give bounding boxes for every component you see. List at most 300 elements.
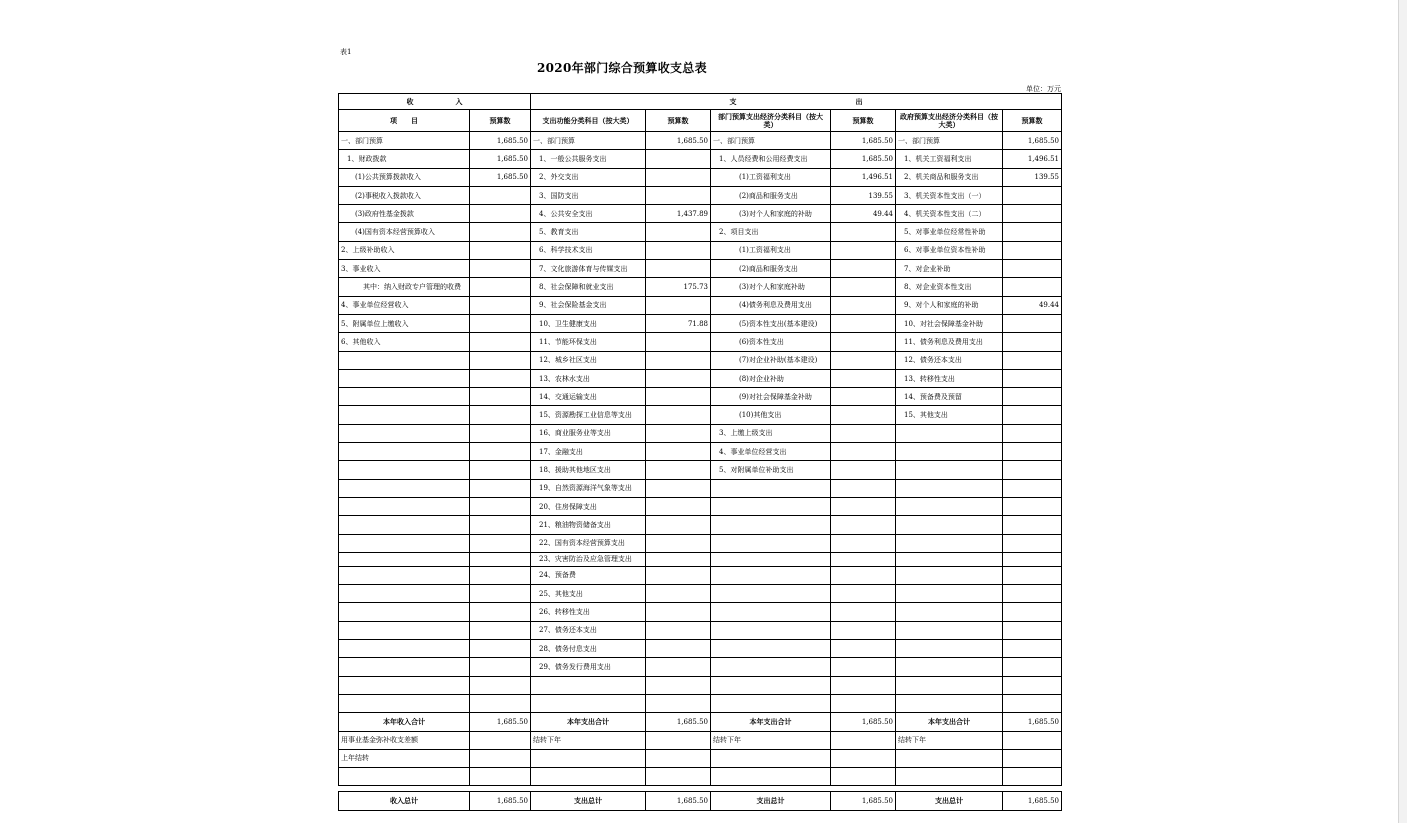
function-item-cell: 2、外交支出 <box>531 168 646 186</box>
gov-econ-budget-cell: 139.55 <box>1003 168 1062 186</box>
income-budget-cell <box>470 534 531 552</box>
grand-total-row <box>339 792 1062 810</box>
dept-econ-budget-cell: 1,685.50 <box>831 132 896 150</box>
function-budget-cell <box>646 768 711 786</box>
dept-econ-item-cell <box>711 640 831 658</box>
table-row <box>339 168 1062 186</box>
function-item-cell: 29、债务发行费用支出 <box>531 658 646 676</box>
function-item-cell: 18、援助其他地区支出 <box>531 461 646 479</box>
table-row <box>339 768 1062 786</box>
gov-econ-item-cell <box>896 621 1003 639</box>
income-budget-cell <box>470 676 531 694</box>
gov-econ-budget-cell <box>1003 205 1062 223</box>
function-item-cell: 5、教育支出 <box>531 223 646 241</box>
income-item-cell: 收入总计 <box>339 792 470 810</box>
dept-econ-budget-cell <box>831 640 896 658</box>
gov-econ-budget-cell <box>1003 461 1062 479</box>
function-item-cell: 19、自然资源海洋气象等支出 <box>531 479 646 497</box>
table-row <box>339 333 1062 351</box>
dept-econ-budget-cell <box>831 658 896 676</box>
income-item-cell: 2、上级补助收入 <box>339 241 470 259</box>
income-budget-cell <box>470 552 531 566</box>
gov-econ-item-cell <box>896 676 1003 694</box>
dept-econ-budget-cell <box>831 278 896 296</box>
col-header-dept-economic: 部门预算支出经济分类科目（按大类） <box>711 110 831 132</box>
income-item-cell <box>339 351 470 369</box>
function-budget-cell: 1,685.50 <box>646 713 711 731</box>
function-item-cell: 7、文化旅游体育与传媒支出 <box>531 260 646 278</box>
gov-econ-item-cell: 本年支出合计 <box>896 713 1003 731</box>
function-budget-cell <box>646 296 711 314</box>
gov-econ-budget-cell <box>1003 552 1062 566</box>
income-item-cell <box>339 443 470 461</box>
gov-econ-item-cell <box>896 461 1003 479</box>
function-budget-cell <box>646 369 711 387</box>
dept-econ-budget-cell <box>831 424 896 442</box>
gov-econ-budget-cell <box>1003 603 1062 621</box>
function-budget-cell <box>646 443 711 461</box>
income-item-cell <box>339 603 470 621</box>
income-budget-cell <box>470 333 531 351</box>
table-row <box>339 603 1062 621</box>
income-budget-cell <box>470 443 531 461</box>
table-row <box>339 585 1062 603</box>
gov-econ-budget-cell <box>1003 388 1062 406</box>
dept-econ-item-cell <box>711 497 831 515</box>
function-budget-cell <box>646 676 711 694</box>
income-budget-cell <box>470 314 531 332</box>
dept-econ-item-cell <box>711 552 831 566</box>
function-item-cell: 10、卫生健康支出 <box>531 314 646 332</box>
gov-econ-budget-cell <box>1003 314 1062 332</box>
gov-econ-item-cell: 5、对事业单位经常性补助 <box>896 223 1003 241</box>
gov-econ-item-cell: 2、机关商品和服务支出 <box>896 168 1003 186</box>
income-budget-cell <box>470 731 531 749</box>
income-budget-cell <box>470 406 531 424</box>
income-item-cell: 上年结转 <box>339 749 470 767</box>
gov-econ-budget-cell <box>1003 621 1062 639</box>
table-row <box>339 406 1062 424</box>
gov-econ-budget-cell <box>1003 241 1062 259</box>
function-item-cell: 结转下年 <box>531 731 646 749</box>
function-item-cell: 16、商业服务业等支出 <box>531 424 646 442</box>
dept-econ-item-cell: (3)对个人和家庭的补助 <box>711 205 831 223</box>
function-item-cell <box>531 694 646 712</box>
table-row <box>339 566 1062 584</box>
income-budget-cell <box>470 223 531 241</box>
income-budget-cell <box>470 424 531 442</box>
dept-econ-budget-cell <box>831 731 896 749</box>
function-item-cell: 14、交通运输支出 <box>531 388 646 406</box>
gov-econ-item-cell <box>896 749 1003 767</box>
gov-econ-item-cell <box>896 516 1003 534</box>
col-header-budget: 预算数 <box>646 110 711 132</box>
gov-econ-item-cell <box>896 552 1003 566</box>
table-row <box>339 443 1062 461</box>
income-item-cell: (1)公共预算拨款收入 <box>339 168 470 186</box>
gov-econ-budget-cell <box>1003 585 1062 603</box>
income-item-cell: (3)政府性基金拨款 <box>339 205 470 223</box>
function-budget-cell <box>646 223 711 241</box>
income-budget-cell <box>470 749 531 767</box>
dept-econ-budget-cell <box>831 479 896 497</box>
function-budget-cell <box>646 388 711 406</box>
col-header-item: 项 目 <box>339 110 470 132</box>
function-item-cell <box>531 768 646 786</box>
dept-econ-budget-cell <box>831 516 896 534</box>
dept-econ-item-cell: 一、部门预算 <box>711 132 831 150</box>
function-budget-cell <box>646 479 711 497</box>
income-budget-cell <box>470 516 531 534</box>
table-row <box>339 132 1062 150</box>
table-row <box>339 676 1062 694</box>
income-item-cell: 3、事业收入 <box>339 260 470 278</box>
year-total-row <box>339 713 1062 731</box>
dept-econ-budget-cell <box>831 749 896 767</box>
dept-econ-budget-cell <box>831 406 896 424</box>
dept-econ-budget-cell <box>831 461 896 479</box>
function-budget-cell <box>646 534 711 552</box>
gov-econ-budget-cell <box>1003 351 1062 369</box>
function-budget-cell <box>646 621 711 639</box>
unit-label: 单位：万元 <box>1026 85 1061 93</box>
function-item-cell: 4、公共安全支出 <box>531 205 646 223</box>
income-item-cell <box>339 369 470 387</box>
income-item-cell: (2)事税收入拨款收入 <box>339 186 470 204</box>
function-budget-cell <box>646 552 711 566</box>
income-budget-cell <box>470 260 531 278</box>
income-item-cell <box>339 566 470 584</box>
table-row <box>339 694 1062 712</box>
table-row <box>339 223 1062 241</box>
gov-econ-item-cell <box>896 497 1003 515</box>
income-item-cell: 4、事业单位经营收入 <box>339 296 470 314</box>
gov-econ-item-cell <box>896 443 1003 461</box>
income-item-cell <box>339 658 470 676</box>
dept-econ-item-cell <box>711 676 831 694</box>
table-row <box>339 534 1062 552</box>
function-item-cell: 11、节能环保支出 <box>531 333 646 351</box>
function-budget-cell <box>646 516 711 534</box>
table-row <box>339 497 1062 515</box>
income-item-cell: 本年收入合计 <box>339 713 470 731</box>
income-budget-cell <box>470 296 531 314</box>
gov-econ-item-cell <box>896 658 1003 676</box>
income-item-cell <box>339 621 470 639</box>
gov-econ-item-cell: 9、对个人和家庭的补助 <box>896 296 1003 314</box>
function-budget-cell <box>646 585 711 603</box>
dept-econ-budget-cell <box>831 443 896 461</box>
function-item-cell: 9、社会保险基金支出 <box>531 296 646 314</box>
function-item-cell: 27、债务还本支出 <box>531 621 646 639</box>
function-item-cell: 一、部门预算 <box>531 132 646 150</box>
function-item-cell: 26、转移性支出 <box>531 603 646 621</box>
gov-econ-budget-cell <box>1003 186 1062 204</box>
gov-econ-budget-cell <box>1003 694 1062 712</box>
gov-econ-item-cell <box>896 640 1003 658</box>
dept-econ-item-cell: (10)其他支出 <box>711 406 831 424</box>
dept-econ-budget-cell <box>831 603 896 621</box>
dept-econ-item-cell: 4、事业单位经营支出 <box>711 443 831 461</box>
table-row <box>339 278 1062 296</box>
function-item-cell: 22、国有资本经营预算支出 <box>531 534 646 552</box>
income-item-cell: 用事业基金弥补收支差额 <box>339 731 470 749</box>
table-row <box>339 314 1062 332</box>
function-budget-cell <box>646 260 711 278</box>
gov-econ-item-cell: 14、预备费及预留 <box>896 388 1003 406</box>
dept-econ-item-cell: (8)对企业补助 <box>711 369 831 387</box>
dept-econ-item-cell <box>711 694 831 712</box>
dept-econ-budget-cell <box>831 223 896 241</box>
dept-econ-budget-cell <box>831 314 896 332</box>
function-budget-cell <box>646 333 711 351</box>
function-budget-cell <box>646 150 711 168</box>
income-budget-cell <box>470 497 531 515</box>
dept-econ-item-cell: (7)对企业补助(基本建设) <box>711 351 831 369</box>
dept-econ-item-cell <box>711 534 831 552</box>
gov-econ-budget-cell <box>1003 260 1062 278</box>
gov-econ-item-cell: 11、债务利息及费用支出 <box>896 333 1003 351</box>
dept-econ-budget-cell <box>831 296 896 314</box>
function-budget-cell: 1,685.50 <box>646 792 711 810</box>
budget-table <box>338 93 1062 811</box>
table-row <box>339 296 1062 314</box>
expense-header: 支 出 <box>531 94 1062 110</box>
function-item-cell: 6、科学技术支出 <box>531 241 646 259</box>
function-budget-cell <box>646 694 711 712</box>
income-budget-cell <box>470 351 531 369</box>
function-item-cell: 20、住房保障支出 <box>531 497 646 515</box>
gov-econ-item-cell: 7、对企业补助 <box>896 260 1003 278</box>
income-budget-cell <box>470 658 531 676</box>
dept-econ-item-cell: (9)对社会保障基金补助 <box>711 388 831 406</box>
income-item-cell: (4)国有资本经营预算收入 <box>339 223 470 241</box>
table-row <box>339 479 1062 497</box>
dept-econ-item-cell: (2)商品和服务支出 <box>711 260 831 278</box>
function-budget-cell: 1,437.89 <box>646 205 711 223</box>
gov-econ-budget-cell <box>1003 658 1062 676</box>
dept-econ-item-cell: (4)债务利息及费用支出 <box>711 296 831 314</box>
page-title: 2020年部门综合预算收支总表 <box>537 61 707 75</box>
income-budget-cell: 1,685.50 <box>470 713 531 731</box>
gov-econ-budget-cell <box>1003 424 1062 442</box>
function-item-cell: 21、粮油物资储备支出 <box>531 516 646 534</box>
dept-econ-item-cell: (1)工资福利支出 <box>711 168 831 186</box>
income-budget-cell: 1,685.50 <box>470 150 531 168</box>
income-item-cell: 6、其他收入 <box>339 333 470 351</box>
function-item-cell: 本年支出合计 <box>531 713 646 731</box>
income-item-cell: 其中：纳入财政专户管理的收费 <box>339 278 470 296</box>
income-budget-cell <box>470 278 531 296</box>
dept-econ-item-cell: 本年支出合计 <box>711 713 831 731</box>
dept-econ-item-cell: (1)工资福利支出 <box>711 241 831 259</box>
dept-econ-item-cell <box>711 621 831 639</box>
income-budget-cell <box>470 585 531 603</box>
table-row <box>339 552 1062 566</box>
gov-econ-budget-cell <box>1003 566 1062 584</box>
function-budget-cell <box>646 749 711 767</box>
gov-econ-item-cell <box>896 566 1003 584</box>
dept-econ-budget-cell <box>831 676 896 694</box>
dept-econ-item-cell: 结转下年 <box>711 731 831 749</box>
gov-econ-budget-cell <box>1003 479 1062 497</box>
dept-econ-budget-cell: 49.44 <box>831 205 896 223</box>
function-item-cell: 12、城乡社区支出 <box>531 351 646 369</box>
gov-econ-item-cell: 15、其他支出 <box>896 406 1003 424</box>
table-row <box>339 205 1062 223</box>
function-item-cell: 13、农林水支出 <box>531 369 646 387</box>
dept-econ-budget-cell <box>831 388 896 406</box>
dept-econ-item-cell: 1、人员经费和公用经费支出 <box>711 150 831 168</box>
income-item-cell: 一、部门预算 <box>339 132 470 150</box>
dept-econ-item-cell <box>711 479 831 497</box>
income-item-cell <box>339 640 470 658</box>
income-budget-cell <box>470 205 531 223</box>
table-row <box>339 461 1062 479</box>
table-row <box>339 369 1062 387</box>
gov-econ-budget-cell <box>1003 223 1062 241</box>
gov-econ-budget-cell <box>1003 731 1062 749</box>
gov-econ-item-cell <box>896 603 1003 621</box>
top-header-row <box>339 94 1062 110</box>
income-item-cell <box>339 406 470 424</box>
income-item-cell <box>339 424 470 442</box>
gov-econ-item-cell: 3、机关资本性支出（一） <box>896 186 1003 204</box>
gov-econ-budget-cell: 1,685.50 <box>1003 792 1062 810</box>
table-row <box>339 658 1062 676</box>
function-budget-cell <box>646 640 711 658</box>
dept-econ-item-cell: (3)对个人和家庭补助 <box>711 278 831 296</box>
dept-econ-budget-cell <box>831 566 896 584</box>
scrollbar-track[interactable] <box>1398 0 1407 823</box>
col-header-budget: 预算数 <box>831 110 896 132</box>
income-header: 收 入 <box>339 94 531 110</box>
gov-econ-item-cell <box>896 585 1003 603</box>
dept-econ-item-cell <box>711 749 831 767</box>
income-budget-cell: 1,685.50 <box>470 168 531 186</box>
income-item-cell <box>339 461 470 479</box>
gov-econ-item-cell: 结转下年 <box>896 731 1003 749</box>
dept-econ-budget-cell <box>831 552 896 566</box>
function-budget-cell <box>646 351 711 369</box>
function-item-cell: 28、债务付息支出 <box>531 640 646 658</box>
table-row <box>339 516 1062 534</box>
gov-econ-budget-cell <box>1003 640 1062 658</box>
gov-econ-item-cell <box>896 534 1003 552</box>
income-budget-cell <box>470 640 531 658</box>
dept-econ-budget-cell <box>831 694 896 712</box>
function-budget-cell: 1,685.50 <box>646 132 711 150</box>
gov-econ-item-cell <box>896 479 1003 497</box>
function-item-cell: 支出总计 <box>531 792 646 810</box>
function-item-cell: 24、预备费 <box>531 566 646 584</box>
gov-econ-item-cell: 4、机关资本性支出（二） <box>896 205 1003 223</box>
dept-econ-item-cell: 支出总计 <box>711 792 831 810</box>
gov-econ-item-cell: 13、转移性支出 <box>896 369 1003 387</box>
gov-econ-item-cell: 一、部门预算 <box>896 132 1003 150</box>
gov-econ-budget-cell <box>1003 406 1062 424</box>
income-item-cell <box>339 388 470 406</box>
dept-econ-item-cell: (2)商品和服务支出 <box>711 186 831 204</box>
dept-econ-budget-cell: 1,685.50 <box>831 150 896 168</box>
income-budget-cell <box>470 479 531 497</box>
dept-econ-item-cell: 2、项目支出 <box>711 223 831 241</box>
dept-econ-budget-cell <box>831 351 896 369</box>
dept-econ-budget-cell <box>831 534 896 552</box>
gov-econ-item-cell: 10、对社会保障基金补助 <box>896 314 1003 332</box>
gov-econ-budget-cell <box>1003 768 1062 786</box>
function-item-cell: 15、资源勘探工业信息等支出 <box>531 406 646 424</box>
dept-econ-item-cell <box>711 585 831 603</box>
table-row <box>339 241 1062 259</box>
table-row <box>339 260 1062 278</box>
function-item-cell: 8、社会保障和就业支出 <box>531 278 646 296</box>
table-row <box>339 150 1062 168</box>
sheet-id: 表1 <box>340 48 352 56</box>
dept-econ-item-cell <box>711 516 831 534</box>
function-budget-cell <box>646 603 711 621</box>
gov-econ-budget-cell: 49.44 <box>1003 296 1062 314</box>
dept-econ-item-cell: 3、上缴上级支出 <box>711 424 831 442</box>
gov-econ-budget-cell <box>1003 443 1062 461</box>
dept-econ-budget-cell: 1,496.51 <box>831 168 896 186</box>
income-item-cell <box>339 694 470 712</box>
function-item-cell <box>531 676 646 694</box>
dept-econ-budget-cell <box>831 333 896 351</box>
income-budget-cell <box>470 241 531 259</box>
dept-econ-item-cell: (5)资本性支出(基本建设) <box>711 314 831 332</box>
income-item-cell <box>339 516 470 534</box>
function-item-cell <box>531 749 646 767</box>
function-budget-cell: 175.73 <box>646 278 711 296</box>
income-budget-cell <box>470 186 531 204</box>
table-row <box>339 621 1062 639</box>
income-budget-cell: 1,685.50 <box>470 792 531 810</box>
dept-econ-item-cell <box>711 603 831 621</box>
table-row <box>339 351 1062 369</box>
function-budget-cell <box>646 461 711 479</box>
gov-econ-item-cell: 1、机关工资福利支出 <box>896 150 1003 168</box>
table-row <box>339 388 1062 406</box>
dept-econ-item-cell: 5、对附属单位补助支出 <box>711 461 831 479</box>
income-budget-cell <box>470 566 531 584</box>
income-budget-cell: 1,685.50 <box>470 132 531 150</box>
dept-econ-budget-cell: 1,685.50 <box>831 713 896 731</box>
gov-econ-budget-cell <box>1003 749 1062 767</box>
dept-econ-item-cell: (6)资本性支出 <box>711 333 831 351</box>
function-budget-cell <box>646 406 711 424</box>
column-header-row <box>339 110 1062 132</box>
income-item-cell <box>339 534 470 552</box>
income-budget-cell <box>470 461 531 479</box>
col-header-gov-economic: 政府预算支出经济分类科目（按大类） <box>896 110 1003 132</box>
table-row <box>339 186 1062 204</box>
function-item-cell: 17、金融支出 <box>531 443 646 461</box>
function-budget-cell <box>646 168 711 186</box>
gov-econ-budget-cell <box>1003 516 1062 534</box>
income-budget-cell <box>470 621 531 639</box>
gov-econ-budget-cell <box>1003 369 1062 387</box>
function-item-cell: 25、其他支出 <box>531 585 646 603</box>
gov-econ-budget-cell <box>1003 534 1062 552</box>
gov-econ-budget-cell <box>1003 333 1062 351</box>
function-budget-cell <box>646 731 711 749</box>
function-budget-cell <box>646 566 711 584</box>
gov-econ-item-cell: 8、对企业资本性支出 <box>896 278 1003 296</box>
function-item-cell: 1、一般公共服务支出 <box>531 150 646 168</box>
function-item-cell: 23、灾害防治及应急管理支出 <box>531 552 646 566</box>
gov-econ-item-cell <box>896 424 1003 442</box>
